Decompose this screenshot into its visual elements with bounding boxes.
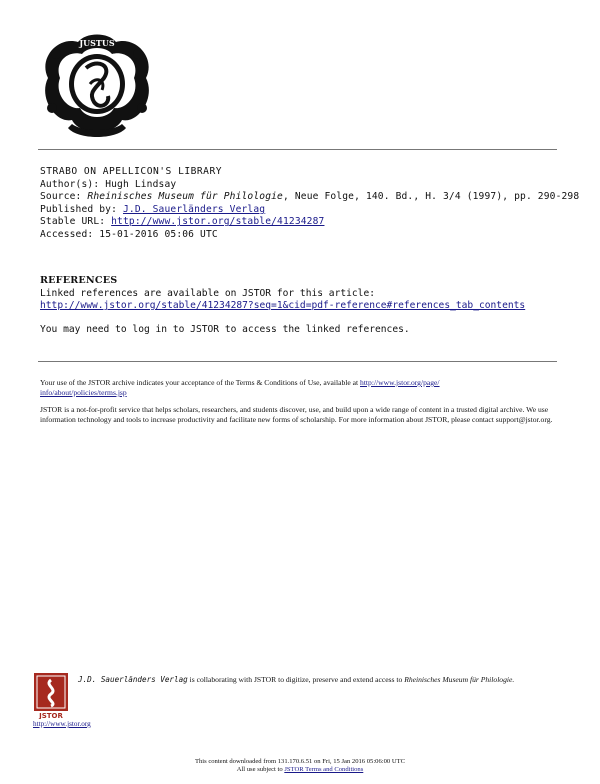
references-heading: REFERENCES [40, 275, 118, 286]
stable-url-line [40, 216, 579, 229]
source-details: , Neue Folge, 140. Bd., H. 3/4 (1997), pp. 290-298 [282, 191, 580, 203]
partner-statement [78, 674, 558, 685]
accessed-label: Accessed: [40, 228, 94, 240]
references-link[interactable]: http://www.jstor.org/stable/41234287?seq=1&cid=pdf-reference#references_tab_contents [40, 300, 526, 312]
download-line: This content downloaded from 131.170.6.51 on Fri, 15 Jan 2016 05:06:00 UTC [194, 758, 406, 765]
accessed-date: 15-01-2016 05:06 UTC [99, 228, 218, 240]
terms-section [40, 378, 558, 432]
references-section [40, 275, 525, 336]
publisher-line [40, 204, 579, 217]
source-journal: Rheinisches Museum für Philologie [87, 191, 283, 203]
jstor-logo-icon [34, 673, 68, 719]
article-metadata [40, 166, 579, 242]
jstor-logo[interactable] [34, 673, 68, 719]
references-intro: Linked references are available on JSTOR for this article: [40, 287, 376, 299]
publisher-emblem-icon [38, 28, 156, 146]
author-line [40, 179, 579, 192]
partner-publisher: J.D. Sauerländers Verlag [78, 675, 188, 684]
publisher-link[interactable]: J.D. Sauerländers Verlag [122, 203, 266, 215]
stable-url-link[interactable]: http://www.jstor.org/stable/41234287 [111, 216, 325, 228]
login-note: You may need to log in to JSTOR to access the linked references. [40, 323, 410, 335]
partner-journal: Rheinisches Museum für Philologie. [404, 675, 515, 684]
source-line [40, 191, 579, 204]
terms-text: Your use of the JSTOR archive indicates your acceptance of the Terms & Conditions of Use, available at [40, 378, 361, 387]
terms-notice-prefix: All use subject to [236, 766, 285, 773]
jstor-logo-text: JSTOR [39, 712, 63, 719]
partner-middle-text: is collaborating with JSTOR to digitize, preserve and extend access to [187, 675, 405, 684]
jstor-about-paragraph: JSTOR is a not-for-profit service that helps scholars, researchers, and students discover, use, and build upon a wide range of content in a trusted digital archive. We use information technology and tools to increase productivity and facilitate new forms of scholarship. For more information about JSTOR, please contact support@jstor.org. [40, 405, 553, 424]
terms-conditions-link[interactable]: JSTOR Terms and Conditions [284, 766, 364, 773]
middle-divider [38, 361, 557, 362]
jstor-home-link-wrap [33, 720, 91, 728]
logo-banner-text: JUSTUS [79, 38, 115, 48]
article-title: STRABO ON APELLICON'S LIBRARY [40, 166, 223, 177]
publisher-logo [38, 28, 156, 146]
author-label: Author(s): [40, 178, 100, 190]
jstor-home-link[interactable]: http://www.jstor.org [33, 720, 91, 728]
terms-paragraph [40, 378, 558, 398]
terms-link-part1[interactable]: http://www.jstor.org/page/ [360, 378, 440, 387]
terms-notice-line [0, 766, 600, 774]
stable-url-label: Stable URL: [40, 216, 106, 228]
terms-link-part2[interactable]: info/about/policies/terms.jsp [40, 388, 127, 397]
download-notice [0, 758, 600, 774]
author-name: Hugh Lindsay [105, 178, 177, 190]
published-label: Published by: [40, 203, 118, 215]
source-label: Source: [40, 191, 82, 203]
accessed-line [40, 229, 579, 242]
top-divider [38, 149, 557, 150]
